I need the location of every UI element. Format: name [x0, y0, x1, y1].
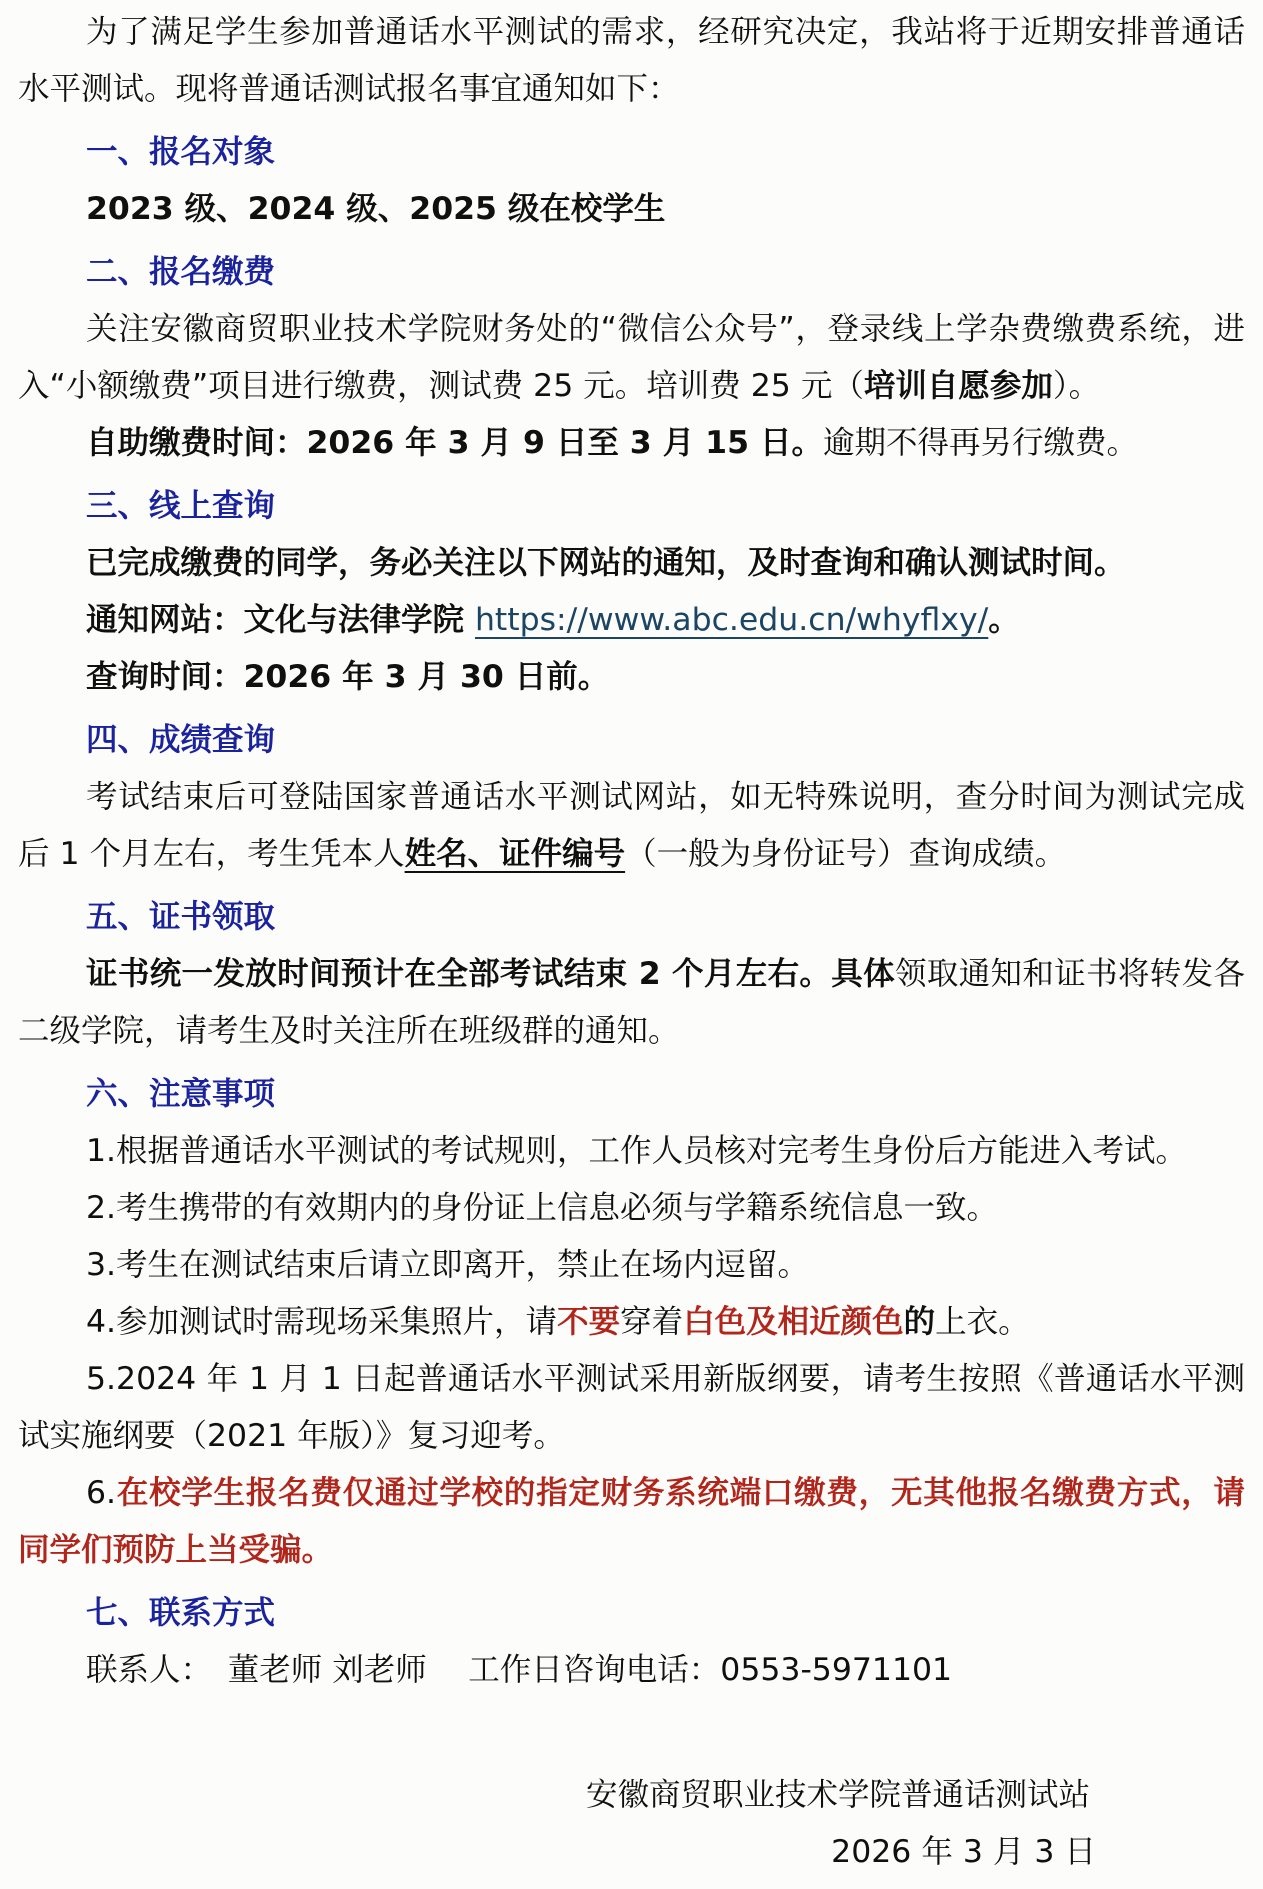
section-7-heading: [18, 1585, 1245, 1642]
notice-website-end: 。: [988, 602, 1020, 638]
signature-block: [18, 1767, 1245, 1881]
payment-deadline-note: 逾期不得再另行缴费。: [822, 425, 1138, 461]
section-1-title: 一、报名对象: [86, 134, 276, 170]
note-item-4-post: 上衣。: [935, 1304, 1030, 1340]
section-4-title: 四、成绩查询: [86, 722, 276, 758]
note-item-4-mid: 穿着: [620, 1304, 684, 1340]
note-item-3-text: 3.考生在测试结束后请立即离开，禁止在场内逗留。: [86, 1247, 810, 1283]
note-item-4-warning-2: 白色及相近颜色: [683, 1304, 904, 1340]
intro-text: 为了满足学生参加普通话水平测试的需求，经研究决定，我站将于近期安排普通话水平测试。现将普通话测试报名事宜通知如下：: [18, 14, 1245, 107]
section-1-heading: [18, 124, 1245, 181]
note-item-4: [18, 1294, 1245, 1351]
payment-instructions-end: ）。: [1052, 368, 1101, 404]
query-deadline-text: 查询时间：2026 年 3 月 30 日前。: [86, 659, 610, 695]
note-item-5-text: 5.2024 年 1 月 1 日起普通话水平测试采用新版纲要，请考生按照《普通话水平测试实施纲要（2021 年版）》复习迎考。: [18, 1361, 1245, 1454]
section-3-title: 三、线上查询: [86, 488, 276, 524]
note-item-4-pre: 4.参加测试时需现场采集照片，请: [86, 1304, 558, 1340]
section-2-title: 二、报名缴费: [86, 254, 276, 290]
note-item-2-text: 2.考生携带的有效期内的身份证上信息必须与学籍系统信息一致。: [86, 1190, 999, 1226]
section-6-title: 六、注意事项: [86, 1076, 276, 1112]
signature-organization-text: 安徽商贸职业技术学院普通话测试站: [585, 1777, 1090, 1813]
certificate-time-text: 证书统一发放时间预计在全部考试结束 2 个月左右。具体: [86, 956, 895, 992]
note-item-6-number: 6.: [86, 1475, 117, 1511]
note-item-2: [18, 1180, 1245, 1237]
note-item-5: [18, 1351, 1245, 1465]
signature-date: [18, 1824, 1245, 1881]
certificate-pickup-text: 领取通知和证书将转发各二级学院，请考生及时关注所在班级群的通知。: [18, 956, 1245, 1049]
score-query-credentials: 姓名、证件编号: [404, 836, 626, 872]
note-item-6-warning: 在校学生报名费仅通过学校的指定财务系统端口缴费，无其他报名缴费方式，请同学们预防上当受骗。: [18, 1475, 1245, 1568]
section-6-heading: [18, 1066, 1245, 1123]
note-item-3: [18, 1237, 1245, 1294]
contact-text: 联系人： 董老师 刘老师 工作日咨询电话：0553-5971101: [86, 1652, 953, 1688]
section-2-heading: [18, 244, 1245, 301]
section-4-heading: [18, 712, 1245, 769]
section-5-title: 五、证书领取: [86, 899, 276, 935]
note-item-4-bold: 的: [903, 1304, 936, 1340]
section-1-body: [18, 181, 1245, 238]
score-query-paragraph: [18, 769, 1245, 883]
section-3-heading: [18, 478, 1245, 535]
check-notice-text: 已完成缴费的同学，务必关注以下网站的通知，及时查询和确认测试时间。: [86, 545, 1126, 581]
contact-paragraph: [18, 1642, 1245, 1699]
notice-website-paragraph: [18, 592, 1245, 649]
eligible-students-text: 2023 级、2024 级、2025 级在校学生: [86, 191, 666, 227]
note-item-1-text: 1.根据普通话水平测试的考试规则，工作人员核对完考生身份后方能进入考试。: [86, 1133, 1188, 1169]
payment-deadline-paragraph: [18, 415, 1245, 472]
score-query-pre: 考试结束后可登陆国家普通话水平测试网站，如无特殊说明，查分时间为测试完成后 1 个月左右，考生凭本人: [18, 779, 1245, 872]
notice-website-link[interactable]: https://www.abc.edu.cn/whyflxy/: [474, 602, 989, 638]
note-item-4-warning-1: 不要: [557, 1304, 621, 1340]
certificate-paragraph: [18, 946, 1245, 1060]
payment-instructions-text: 关注安徽商贸职业技术学院财务处的“微信公众号”，登录线上学杂费缴费系统，进入“小额缴费”项目进行缴费，测试费 25 元。培训费 25 元（: [18, 311, 1245, 404]
payment-instructions-paragraph: [18, 301, 1245, 415]
query-deadline-paragraph: [18, 649, 1245, 706]
section-5-heading: [18, 889, 1245, 946]
intro-paragraph: [18, 4, 1245, 118]
notice-website-label: 通知网站：文化与法律学院: [86, 602, 475, 638]
section-7-title: 七、联系方式: [86, 1595, 276, 1631]
note-item-1: [18, 1123, 1245, 1180]
score-query-post: （一般为身份证号）查询成绩。: [625, 836, 1067, 872]
note-item-6: [18, 1465, 1245, 1579]
training-optional-note: 培训自愿参加: [863, 368, 1053, 404]
check-notice-paragraph: [18, 535, 1245, 592]
signature-date-text: 2026 年 3 月 3 日: [831, 1834, 1096, 1870]
payment-deadline-text: 自助缴费时间：2026 年 3 月 9 日至 3 月 15 日。: [86, 425, 823, 461]
signature-organization: [18, 1767, 1245, 1824]
